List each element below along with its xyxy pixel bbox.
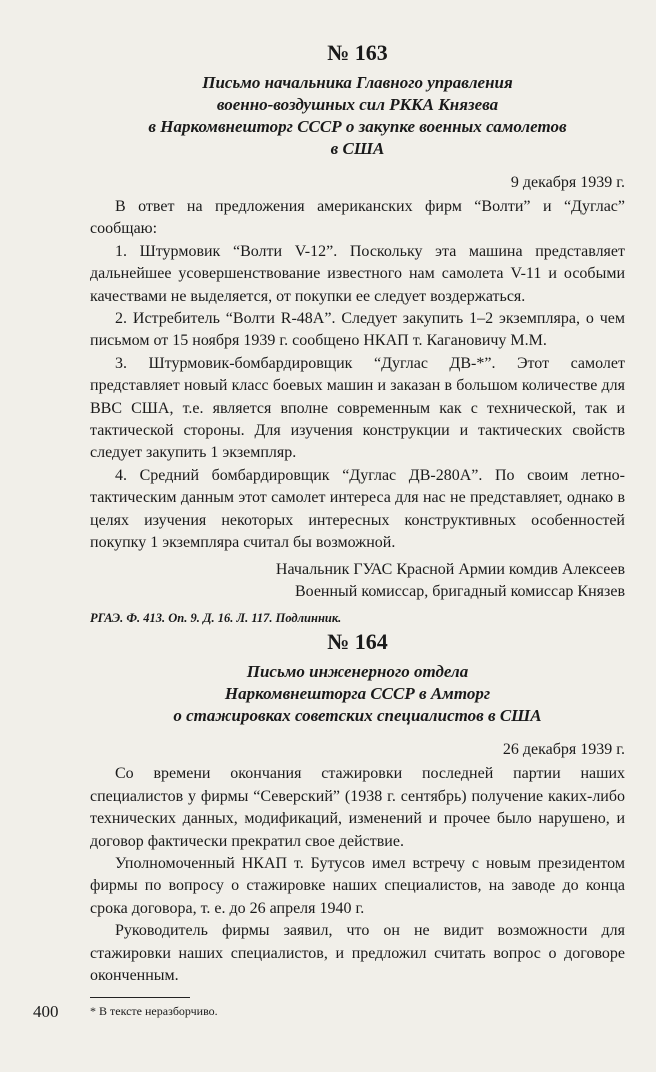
document-title-line: Письмо начальника Главного управления bbox=[202, 73, 513, 92]
document-title-line: Наркомвнешторга СССР в Амторг bbox=[224, 684, 491, 704]
document-title-line: в США bbox=[330, 139, 385, 158]
document-title-line: о стажировках советских специалистов в США bbox=[173, 706, 542, 726]
paragraph: Со времени окончания стажировки последней партии наших специалистов у фирмы “Северский” (1938 г. сентябрь) получение каких-либо технических данных, модификаций, изменений и прочее было нарушено, и договор фактически прекратил свое действие. bbox=[90, 765, 625, 850]
document-date: 9 декабря 1939 г. bbox=[510, 174, 625, 191]
archive-source: РГАЭ. Ф. 413. Оп. 9. Д. 16. Л. 117. Подлинник. bbox=[90, 611, 342, 626]
page-number: 400 bbox=[33, 1002, 59, 1021]
paragraph: 1. Штурмовик “Волти V-12”. Поскольку эта машина представляет дальнейшее усовершенствование известного нам самолета V-11 и особыми качествами не выделяется, от покупки ее следует воздержаться. bbox=[90, 242, 625, 305]
document-number: № 164 bbox=[327, 629, 388, 655]
document-164 bbox=[90, 629, 625, 987]
paragraph: В ответ на предложения американских фирм “Волти” и “Дуглас” сообщаю: bbox=[90, 198, 625, 238]
document-page bbox=[90, 40, 625, 1020]
footnote: * В тексте неразборчиво. bbox=[90, 1004, 218, 1019]
document-title-line: военно-воздушных сил РККА Князева bbox=[216, 95, 499, 114]
document-date: 26 декабря 1939 г. bbox=[502, 741, 625, 759]
document-number: № 163 bbox=[327, 40, 388, 65]
paragraph: 4. Средний бомбардировщик “Дуглас ДВ-280А”. По своим летно-тактическим данным этот самолет интереса для нас не представляет, однако в целях изучения некоторых интересных конструктивных особенностей покупку 1 экземпляра считал бы возможной. bbox=[90, 466, 625, 552]
paragraph: Уполномоченный НКАП т. Бутусов имел встречу с новым президентом фирмы по вопросу о стажировке наших специалистов, на заводе до конца срока договора, т. е. до 26 апреля 1940 г. bbox=[90, 854, 625, 917]
document-163 bbox=[90, 40, 625, 627]
signature-line: Начальник ГУАС Красной Армии комдив Алексеев bbox=[275, 560, 625, 578]
paragraph: Руководитель фирмы заявил, что он не видит возможности для стажировки наших специалистов, и предложил считать вопрос о договоре оконченным. bbox=[90, 922, 625, 984]
paragraph: 3. Штурмовик-бомбардировщик “Дуглас ДВ-*”. Этот самолет представляет новый класс боевых машин и заказан в большом количестве для ВВС США, т.е. является вполне современным как с технической, так и тактической стороны. Для изучения конструкции и тактических свойств следует закупить 1 экземпляр. bbox=[90, 354, 625, 462]
document-title-line: в Наркомвнешторг СССР о закупке военных самолетов bbox=[148, 117, 567, 136]
paragraph: 2. Истребитель “Волти R-48A”. Следует закупить 1–2 экземпляра, о чем письмом от 15 ноября 1939 г. сообщено НКАП т. Кагановичу М.М. bbox=[90, 310, 625, 350]
signature-line: Военный комиссар, бригадный комиссар Князев bbox=[294, 582, 625, 600]
document-title-line: Письмо инженерного отдела bbox=[246, 662, 469, 682]
footnote-divider bbox=[90, 997, 190, 998]
